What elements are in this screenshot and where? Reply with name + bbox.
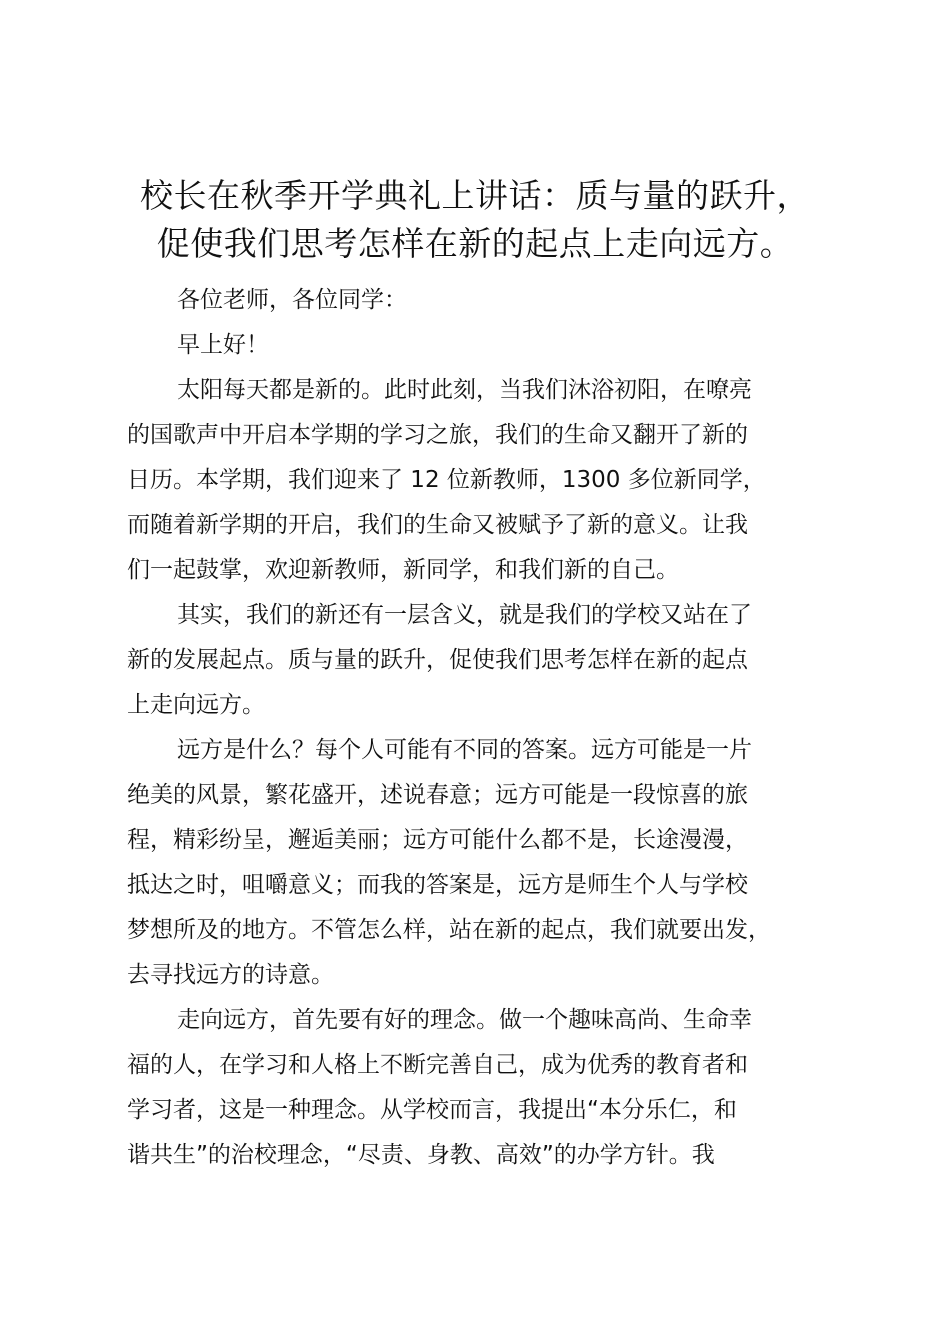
paragraph-line: 谐共生”的治校理念，“尽责、身教、高效”的办学方针。我 (127, 1142, 715, 1168)
paragraph-line: 远方是什么？每个人可能有不同的答案。远方可能是一片 (177, 737, 752, 763)
paragraph-line: 程，精彩纷呈，邂逅美丽；远方可能什么都不是，长途漫漫， (127, 827, 748, 853)
paragraph-line: 去寻找远方的诗意。 (127, 962, 334, 988)
paragraph-line: 新的发展起点。质与量的跃升，促使我们思考怎样在新的起点 (127, 647, 748, 673)
paragraph-line: 而随着新学期的开启，我们的生命又被赋予了新的意义。让我 (127, 512, 748, 538)
salutation-paragraph (127, 278, 847, 323)
body-paragraph (127, 593, 847, 728)
paragraph-line: 学习者，这是一种理念。从学校而言，我提出“本分乐仁，和 (127, 1097, 737, 1123)
title-line-2: 促使我们思考怎样在新的起点上走向远方。 (156, 224, 794, 263)
body-paragraph (127, 728, 847, 998)
paragraph-line: 抵达之时，咀嚼意义；而我的答案是，远方是师生个人与学校 (127, 872, 748, 898)
paragraph-line: 的国歌声中开启本学期的学习之旅，我们的生命又翻开了新的 (127, 422, 748, 448)
paragraph-line: 日历。本学期，我们迎来了 12 位新教师，1300 多位新同学， (127, 467, 766, 493)
title-line-1: 校长在秋季开学典礼上讲话：质与量的跃升， (140, 176, 810, 215)
paragraph-line: 梦想所及的地方。不管怎么样，站在新的起点，我们就要出发， (127, 917, 771, 943)
paragraph-line: 太阳每天都是新的。此时此刻，当我们沐浴初阳，在嘹亮 (177, 377, 752, 403)
document-body (127, 278, 847, 1178)
body-paragraph (127, 368, 847, 593)
paragraph-line: 们一起鼓掌，欢迎新教师，新同学，和我们新的自己。 (127, 557, 679, 583)
paragraph-line: 上走向远方。 (127, 692, 265, 718)
paragraph-line: 各位老师，各位同学： (177, 287, 407, 313)
greeting-paragraph (127, 323, 847, 368)
paragraph-line: 其实，我们的新还有一层含义，就是我们的学校又站在了 (177, 602, 752, 628)
paragraph-line: 走向远方，首先要有好的理念。做一个趣味高尚、生命幸 (177, 1007, 752, 1033)
document-title (110, 172, 840, 268)
body-paragraph (127, 998, 847, 1178)
paragraph-line: 绝美的风景，繁花盛开，述说春意；远方可能是一段惊喜的旅 (127, 782, 748, 808)
paragraph-line: 早上好！ (177, 332, 269, 358)
paragraph-line: 福的人，在学习和人格上不断完善自己，成为优秀的教育者和 (127, 1052, 748, 1078)
